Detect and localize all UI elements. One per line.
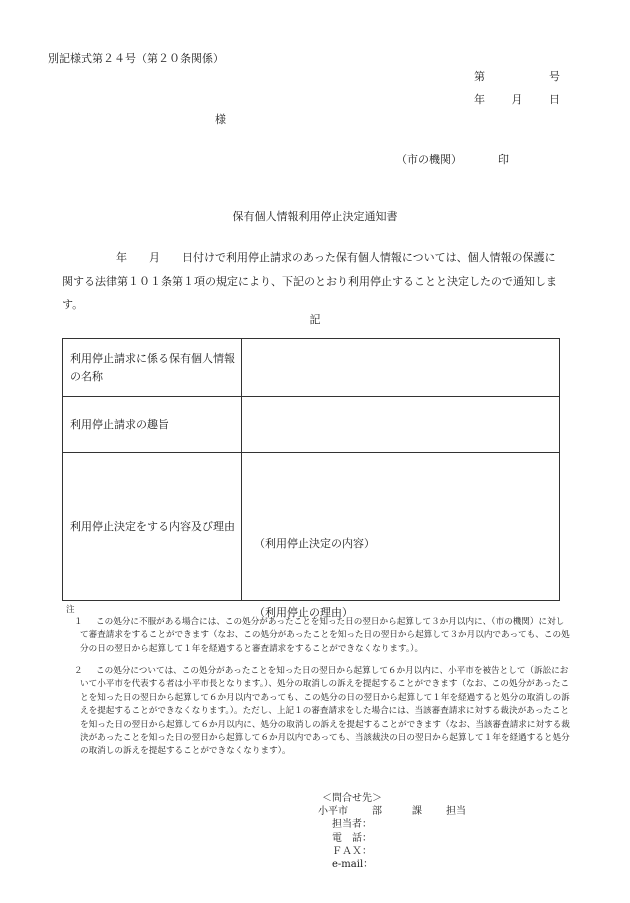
note-number: １ — [74, 617, 83, 627]
intro-paragraph — [62, 246, 566, 317]
details-table — [62, 338, 560, 619]
note-text: この処分については、この処分があったことを知った日の翌日から起算して６か月以内に、小平市を被告として（訴訟において小平市を代表する者は小平市長となります。）、処分の取消しの訴えを提起することができます（なお、この処分があったことを知った日の翌日から起算して６か月以内であっても、この処分の日の翌日から起算して１年を経過すると処分の取消しの訴えを提起することができなくなります。）。ただし、上記１の審査請求をした場合には、当該審査請求に対する裁決があったことを知った日の翌日から起算して６か月以内に、処分の取消しの訴えを提起することができます（なお、当該審査請求に対する裁決があったことを知った日の翌日から起算して６か月以内であっても、当該裁決の日の翌日から起算して１年を経過すると処分の取消しの訴えを提起することができなくなります）。 — [80, 666, 570, 757]
date-month: 月 — [511, 93, 523, 106]
contact-section: 課 — [412, 806, 422, 818]
notes-title: 注 — [66, 605, 75, 615]
issuer-line — [396, 151, 509, 167]
issuer-name: （市の機関） — [396, 153, 462, 166]
seal-mark: 印 — [498, 153, 509, 166]
table-row — [63, 339, 560, 397]
contact-heading: ＜問合せ先＞ — [322, 793, 382, 804]
contact-org-line — [318, 805, 466, 818]
number-prefix: 第 — [474, 70, 485, 83]
document-date-line — [474, 91, 560, 107]
intro-month: 月 — [149, 251, 160, 264]
number-suffix: 号 — [549, 70, 560, 83]
contact-phone: 電 話： — [332, 832, 372, 844]
decision-label: 利用停止決定をする内容及び理由 — [63, 453, 242, 601]
note-item — [74, 665, 572, 759]
contact-charge: 担当 — [446, 806, 466, 818]
intro-text: 日付けで利用停止請求のあった保有個人情報については、個人情報の保護に関する法律第１０１条第１項の規定により、下記のとおり利用停止することと決定したので通知します。 — [62, 251, 557, 311]
info-name-value — [242, 339, 560, 397]
info-name-label: 利用停止請求に係る保有個人情報の名称 — [63, 339, 242, 397]
note-item — [74, 616, 572, 656]
table-row — [63, 397, 560, 453]
contact-fax: ＦＡＸ： — [332, 845, 372, 857]
contact-block — [318, 792, 466, 871]
contact-email: e-mail： — [332, 859, 374, 871]
contact-person: 担当者： — [332, 819, 372, 831]
ki-heading: 記 — [309, 313, 321, 326]
contact-dept: 部 — [372, 806, 382, 818]
intro-year: 年 — [116, 251, 127, 264]
document-number-line — [474, 68, 560, 84]
form-number-label: 別記様式第２４号（第２０条関係） — [48, 52, 224, 65]
document-title: 保有個人情報利用停止決定通知書 — [232, 210, 398, 223]
note-number: ２ — [74, 666, 83, 676]
note-text: この処分に不服がある場合には、この処分があったことを知った日の翌日から起算して３か月以内に、（市の機関）に対して審査請求をすることができます（なお、この処分があったことを知った日の翌日から起算して３か月以内であっても、この処分の日の翌日から起算して１年を経過すると審査請求をすることができなくなります。）。 — [80, 617, 570, 654]
request-purpose-label: 利用停止請求の趣旨 — [63, 397, 242, 453]
request-purpose-value — [242, 397, 560, 453]
contact-org: 小平市 — [318, 806, 348, 818]
date-day: 日 — [549, 93, 560, 106]
date-year: 年 — [474, 93, 485, 106]
addressee-honorific: 様 — [215, 113, 226, 126]
decision-reason-label: （利用停止の理由） — [254, 605, 353, 619]
decision-value — [242, 453, 560, 619]
decision-content-label: （利用停止決定の内容） — [254, 536, 375, 550]
table-row — [63, 453, 560, 601]
